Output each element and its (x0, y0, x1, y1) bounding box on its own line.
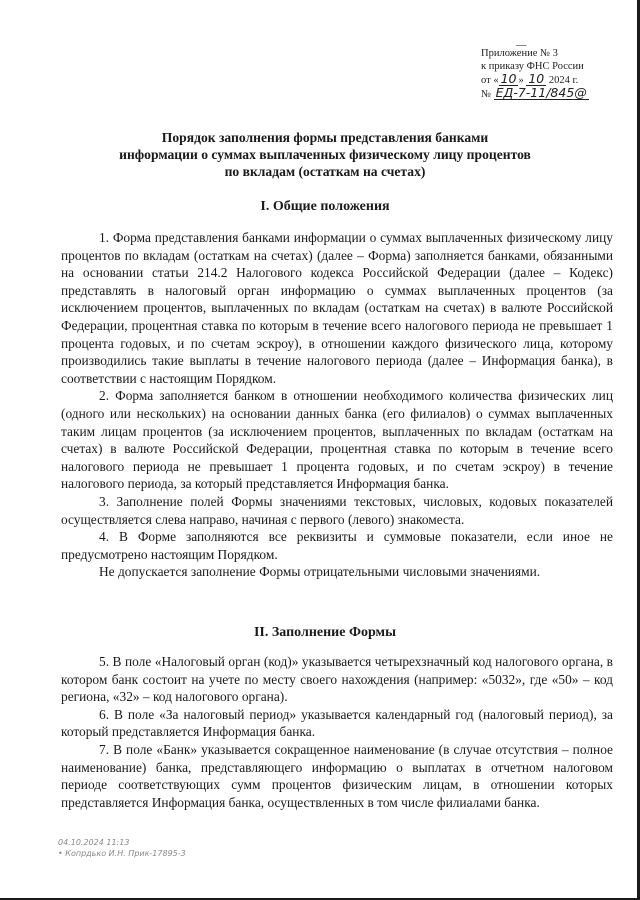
footer-stamp (58, 837, 186, 859)
paragraph-1: 1. Форма представления банками информации о суммах выплаченных физическому лицу процентов по вкладам (остаткам на счетах) (далее – Форма) заполняется банками, обязанными на основании статьи 214.2 Налогового кодекса Российской Федерации (далее – Кодекс) представлять в налоговый орган информацию о суммах выплаченных процентов (за исключением процентов, выплаченных по вкладам (остаткам на счетах) в валюте Российской Федерации, процентная ставка по которым в течение всего налогового периода не превышает 1 процента годовых, и по счетам эскроу), в отношении каждого физического лица, которому производились такие выплаты в течение налогового периода (далее – Информация банка), в соответствии с настоящим Порядком. (61, 230, 613, 386)
date-year: 2024 г. (546, 75, 579, 86)
footer-timestamp: 04.10.2024 11:13 (58, 838, 130, 847)
paragraph-4: 4. В Форме заполняются все реквизиты и суммовые показатели, если иное не предусмотрено настоящим Порядком. (61, 529, 613, 562)
paragraph-3: 3. Заполнение полей Формы значениями текстовых, числовых, кодовых показателей осуществляется слева направо, начиная с первого (левого) знакоместа. (61, 493, 613, 527)
date-month: 10 (528, 71, 545, 86)
number-prefix: № (481, 89, 492, 100)
date-prefix: от « (481, 75, 499, 86)
section-2-heading: II. Заполнение Формы (253, 625, 397, 640)
appendix-order: к приказу ФНС России (481, 61, 584, 72)
appendix-block (481, 47, 589, 101)
date-sep: » (518, 75, 527, 86)
title-line-1: Порядок заполнения формы представления банками (161, 130, 489, 145)
paragraph-2: 2. Форма заполняется банком в отношении необходимого количества физических лиц (одного или нескольких) на основании данных банка (его филиалов) о суммах выплаченных таким лицам процентов (за исключением процентов, выплаченных по вкладам (остаткам на счетах) в валюте Российской Федерации, процентная ставка по которым в течение всего налогового периода не превышает 1 процента годовых, и по счетам эскроу) в течение налогового периода, за который представляется Информация банка. (61, 388, 613, 492)
appendix-order-number (481, 87, 589, 101)
paragraph-6: 6. В поле «За налоговый период» указывается календарный год (налоговый период), за который представляется Информация банка. (61, 706, 613, 740)
section-1-heading: I. Общие положения (260, 199, 390, 214)
paragraph-5: 5. В поле «Налоговый орган (код)» указывается четырехзначный код налогового органа, в котором банк состоит на учете по месту своего нахождения (например: «5032», где «50» – код региона, «32» – код налогового органа). (61, 654, 613, 705)
footer-author: • Копрдько И.Н. Прик-17895-3 (58, 849, 186, 858)
corner-mark: — (516, 40, 527, 51)
date-day: 10 (500, 71, 517, 86)
paragraph-7: 7. В поле «Банк» указывается сокращенное наименование (в случае отсутствия – полное наименование) банка, представляющего информацию о выплатах в отчетном налоговом периоде соответствующих сумм процентов физическим лицам, в отношении которых представляется Информация банка, осуществленных в том числе филиалами банка. (61, 741, 613, 810)
title-line-3: по вкладам (остаткам на счетах) (224, 164, 426, 179)
section-2-body (61, 653, 613, 811)
title-line-2: информации о суммах выплаченных физическому лицу процентов (119, 147, 531, 162)
appendix-number: Приложение № 3 (481, 48, 558, 59)
order-number-value: ЕД-7-11/845@ (495, 85, 587, 100)
section-1-body (61, 229, 613, 581)
paragraph-4-note: Не допускается заполнение Формы отрицательными числовыми значениями. (99, 564, 541, 580)
document-title (40, 129, 610, 180)
